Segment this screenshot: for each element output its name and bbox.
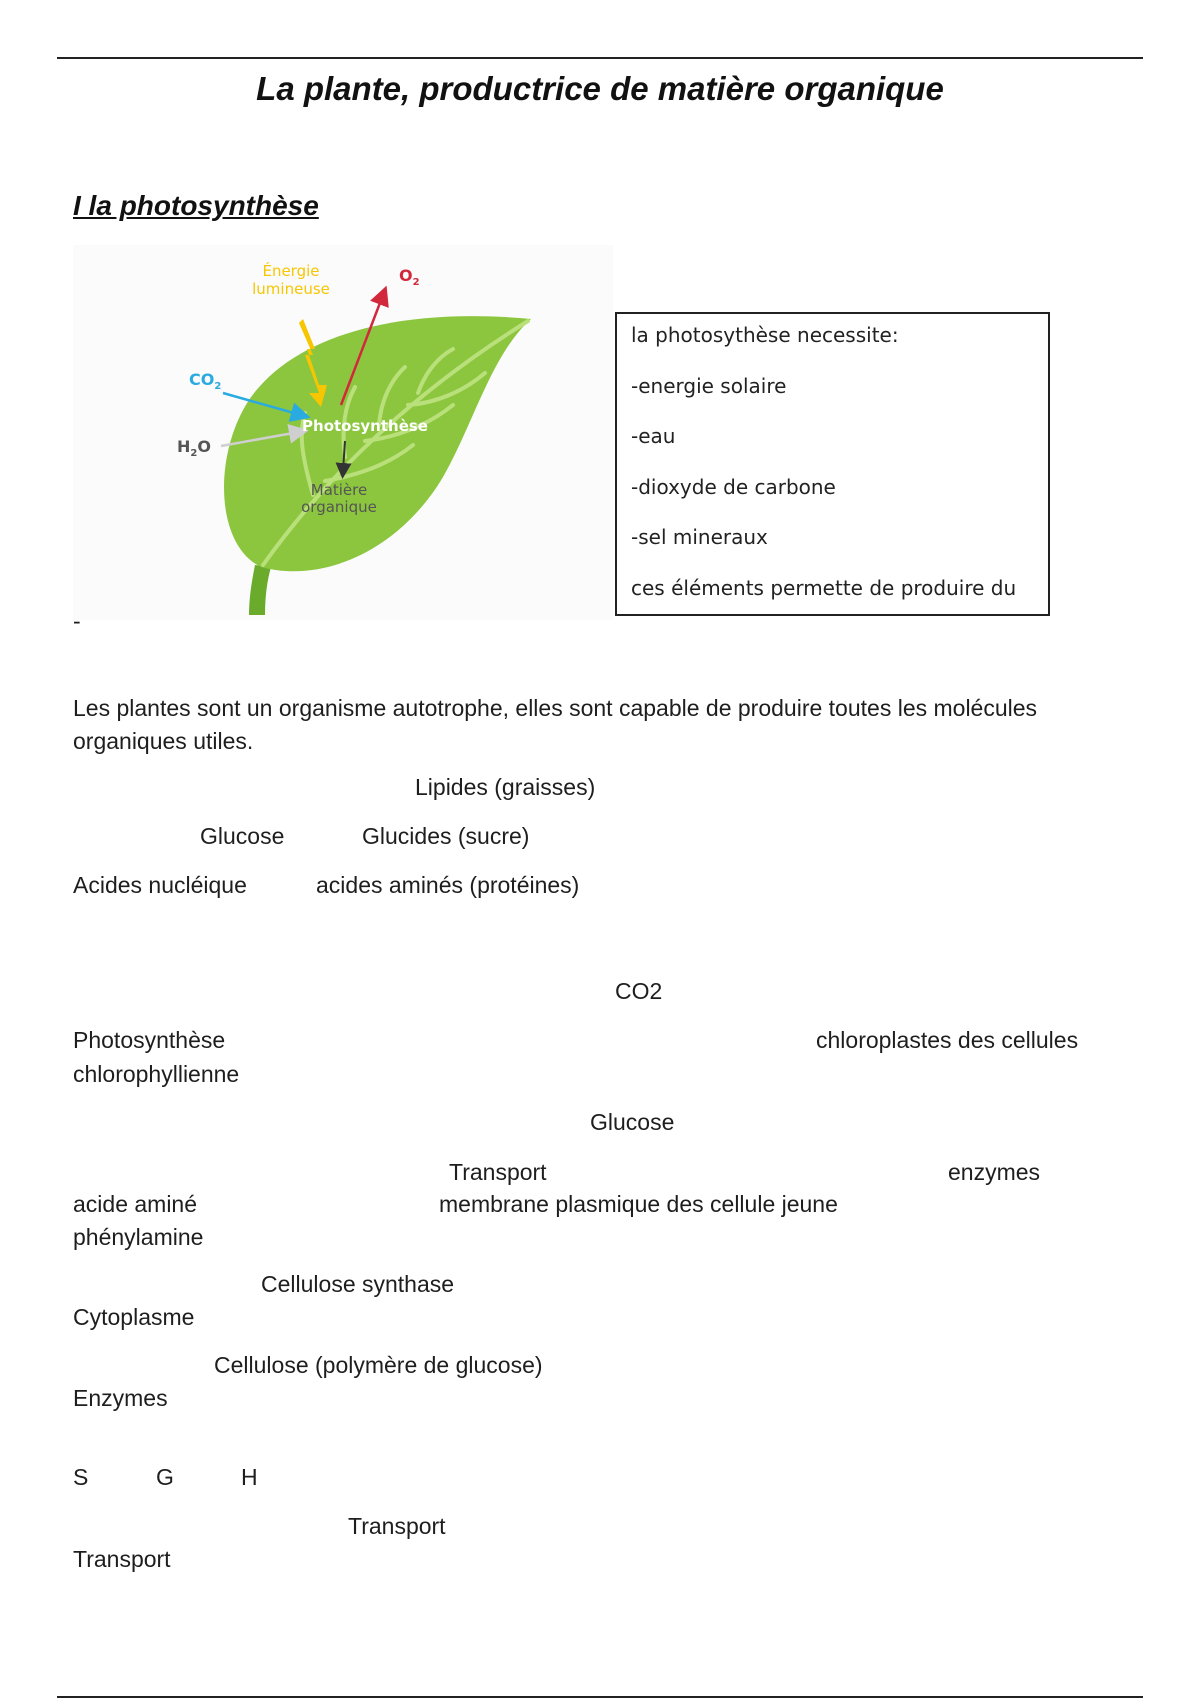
- letter-s: S: [73, 1464, 89, 1490]
- output-label: Matière: [310, 481, 368, 499]
- word-photosynthese: Photosynthèse: [73, 1027, 226, 1053]
- box-line: -energie solaire: [631, 373, 787, 398]
- word-glucose-2: Glucose: [590, 1109, 675, 1135]
- box-line: ces éléments permette de produire du: [631, 575, 1017, 600]
- section-heading: I la photosynthèse: [73, 190, 319, 221]
- word-membrane: membrane plasmique des cellule jeune: [439, 1191, 838, 1217]
- bottom-rule: [57, 1696, 1143, 1698]
- word-transport-2: Transport: [348, 1513, 446, 1539]
- word-enzymes: enzymes: [948, 1159, 1041, 1185]
- output-label-2: organique: [301, 498, 377, 516]
- word-transport-3: Transport: [73, 1546, 171, 1572]
- word-lipides: Lipides (graisses): [415, 774, 596, 800]
- word-glucides: Glucides (sucre): [362, 823, 530, 849]
- word-enzymes-2: Enzymes: [73, 1385, 168, 1411]
- word-cellulose-synthase: Cellulose synthase: [261, 1271, 455, 1297]
- word-cellulose-polymere: Cellulose (polymère de glucose): [214, 1352, 543, 1378]
- process-label: Photosynthèse: [302, 417, 428, 435]
- word-cytoplasme: Cytoplasme: [73, 1304, 195, 1330]
- letter-h: H: [241, 1464, 258, 1490]
- word-co2: CO2: [615, 978, 663, 1004]
- h2o-label: $H_2O$: [177, 437, 211, 459]
- co2-label: $CO_2$: [189, 370, 222, 392]
- o2-label: $O_2$: [399, 266, 420, 288]
- word-acides-amines: acides aminés (protéines): [316, 872, 580, 898]
- word-glucose: Glucose: [200, 823, 285, 849]
- page-title: La plante, productrice de matière organique: [256, 70, 944, 107]
- word-transport-1: Transport: [449, 1159, 547, 1185]
- box-line: -eau: [631, 424, 676, 448]
- word-phenylamine: phénylamine: [73, 1224, 204, 1250]
- letter-g: G: [156, 1464, 174, 1490]
- word-acides-nucleique: Acides nucléique: [73, 872, 247, 898]
- word-chlorophyllienne: chlorophyllienne: [73, 1061, 240, 1087]
- requirements-box: [615, 312, 1050, 616]
- intro-paragraph: Les plantes sont un organisme autotrophe, elles sont capable de produire toutes les molécules organiques utiles.: [73, 695, 1038, 754]
- box-line: la photosythèse necessite:: [631, 323, 899, 347]
- box-line: -sel mineraux: [631, 525, 768, 549]
- energy-label-2: lumineuse: [252, 280, 330, 298]
- top-rule: [57, 57, 1143, 59]
- word-acide-amine: acide aminé: [73, 1191, 198, 1217]
- energy-label: Énergie: [262, 262, 320, 280]
- word-chloroplastes: chloroplastes des cellules: [816, 1027, 1079, 1053]
- box-line: -dioxyde de carbone: [631, 474, 836, 499]
- stray-dash: -: [73, 608, 81, 634]
- photosynthesis-leaf-figure: [73, 245, 613, 620]
